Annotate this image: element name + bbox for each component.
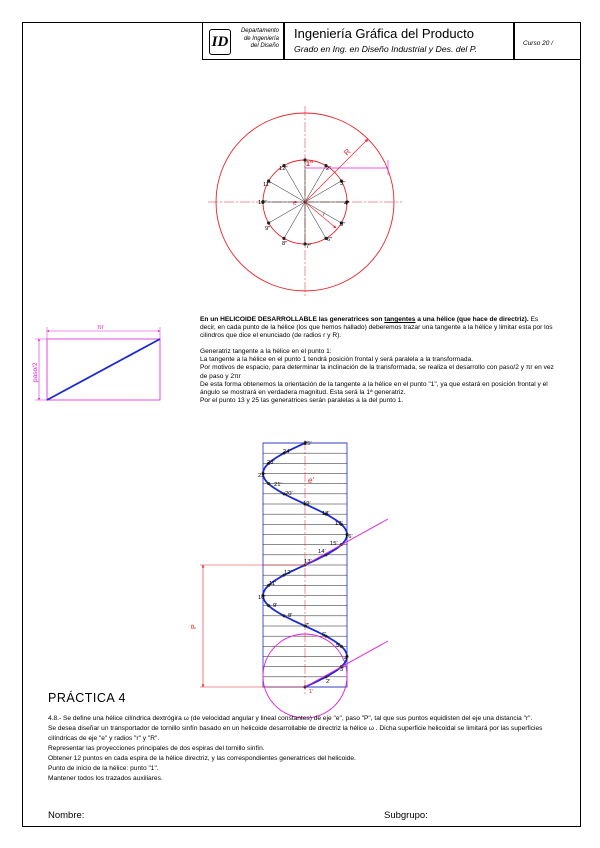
label-5: 5" [340,222,346,228]
pitch-label: P [191,624,198,629]
half-pitch-label: paso/2 [32,362,39,382]
label-6: 6' [322,632,327,638]
course-label: Curso 20 / [523,40,553,47]
top-view-projection [208,106,402,298]
tangent-point-1-rule: La tangente a la hélice en el punto 1 tendrá posición frontal y será paralela a la transformada. [200,356,474,364]
label-23: 23' [267,460,275,466]
spoke-11 [269,181,305,202]
spoke-9 [269,202,305,223]
helix-point-21 [267,482,270,485]
label-17: 17' [335,521,343,527]
label-25: 25' [304,441,312,447]
label-12: 12" [279,166,288,172]
development-note: Por motivos de espacio, para determinar la inclinación de la transformada, se realiza el desarrollo con paso/2 y πr en vez de paso y 2πr [200,364,554,380]
label-5: 5' [336,643,341,649]
label-R: R [342,146,353,158]
statement-1: 4.8.- Se define una hélice cilíndrica dextrógira ω (de velocidad angular y lineal constantes) de eje "e", paso "P", tal que sus puntos equidisten del eje una distancia "r". [48,715,533,722]
label-18: 18' [322,511,330,517]
top-point-8 [282,237,285,240]
label-2: 2' [326,679,331,685]
label-4: 4" [344,201,350,207]
label-22: 22' [258,473,266,479]
orientation-note: De esta forma obtenemos la orientación de la tangente a la hélice en el punto "1", ya que estará en posición frontal y el ángulo se mostrará en verdadera magnitud. Esta será la 1ª generatriz. [200,380,548,396]
statement-4: Obtener 12 puntos en cada espira de la hélice directriz, y las correspondientes generatrices del helicoide. [48,755,356,762]
department-logo-icon: ID [209,29,231,55]
label-9: 9' [273,603,278,609]
label-15: 15' [330,541,338,547]
label-13: 13' [304,559,312,565]
generatrix-point-13 [305,519,388,565]
label-10: 10' [258,595,266,601]
degree-subtitle: Grado en Ing. en Diseño Industrial y Des. del P. [294,44,477,54]
statement-2: Se desea diseñar un transportador de tornillo sinfín basado en un helicoide desarrollable de directriz la hélice ω . Dicha superficie helicoidal se limitará por las superficies cilíndricas de eje "e" y radios "r" y "R". [48,725,543,742]
statement-3: Representar las proyecciones principales de dos espiras del tornillo sinfín. [48,745,265,752]
label-6: 6" [327,237,333,243]
helix-point-8 [283,614,286,617]
front-axis-label: e' [308,476,314,485]
name-field-label: Nombre: [48,810,85,821]
tangent-point-1-heading: Generatriz tangente a la hélice en el punto 1: [200,348,332,356]
front-view-projection [191,440,388,718]
label-19: 19' [303,501,311,507]
label-8: 8" [282,241,288,247]
label-24: 24' [283,449,291,455]
top-point-9 [267,221,270,224]
transformed-helix-line [47,339,160,400]
label-7: 7' [305,623,310,629]
development-triangle [32,324,160,400]
spoke-6 [305,202,326,238]
label-1: 1' [309,689,314,695]
label-e: e [293,200,297,207]
statement-6: Mantener todos los trazados auxiliares. [48,775,163,782]
label-10: 10" [258,200,267,206]
label-14: 14' [318,549,326,555]
helix-point-9 [267,604,270,607]
statement-5: Punto de inicio de la hélice: punto "1". [48,765,159,772]
label-16: 16' [345,534,353,540]
department-name: Departamento de Ingeniería del Diseño [240,28,279,49]
subject-title: Ingeniería Gráfica del Producto [294,26,474,41]
parallel-generatrices-note: Por el punto 13 y 25 las generatrices serán paralelas a la del punto 1. [200,396,404,404]
label-12: 12' [284,570,292,576]
label-7: 7" [306,244,312,250]
label-11: 11" [263,182,272,188]
exercise-statement [48,714,553,784]
label-1: 1" [306,161,314,168]
radius-R-dimension [305,139,368,202]
label-11: 11' [269,581,277,587]
label-r: r [323,212,325,218]
label-21: 21' [274,482,282,488]
spoke-8 [284,202,305,238]
label-20: 20' [285,491,293,497]
label-4: 4' [344,656,349,662]
label-2: 2" [326,166,332,172]
construction-description [200,316,555,405]
practice-title: PRÁCTICA 4 [48,691,126,705]
label-3: 3' [340,667,345,673]
label-3: 3" [340,181,346,187]
pi-r-label: πr [97,324,104,331]
helicoid-definition: En un HELICOIDE DESARROLLABLE las generatrices son tangentes a una hélice (que hace de directriz). Es decir, en cada punto de la hélice (los que hemos hallado) deberemos trazar una tangente a la hélice y limitar esta por los cilindros que dice el enunciado (de radios r y R). [200,316,553,340]
radius-r-dimension [305,202,336,228]
label-9: 9" [265,226,271,232]
subgroup-field-label: Subgrupo: [384,810,428,821]
label-8: 8' [288,613,293,619]
